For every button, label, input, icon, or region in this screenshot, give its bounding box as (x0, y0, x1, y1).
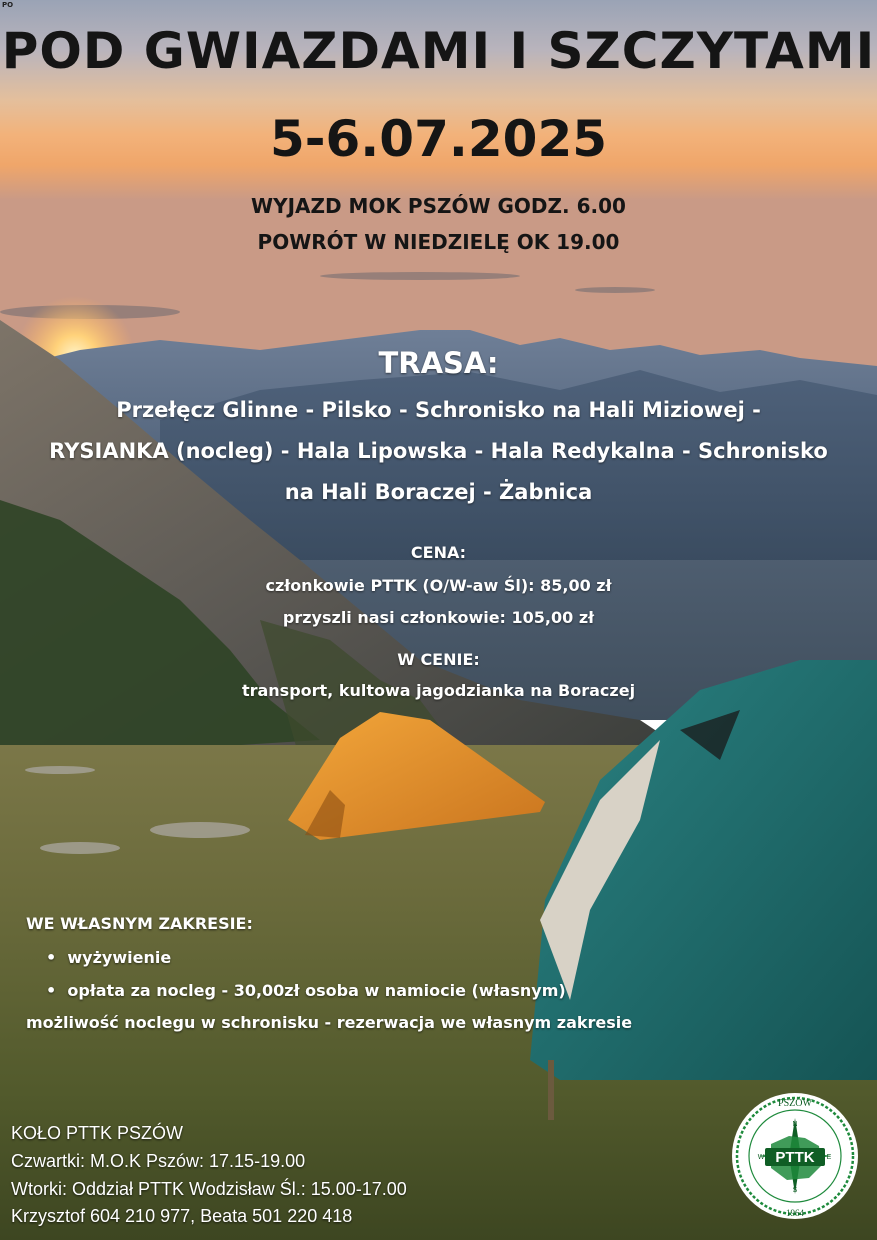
logo-name: PTTK (775, 1149, 815, 1166)
logo-top-text: PSZÓW (778, 1098, 812, 1109)
compass-label-east: E (826, 1154, 832, 1161)
route-line: RYSIANKA (nocleg) - Hala Lipowska - Hala Redykalna - Schronisko (49, 439, 828, 463)
own-expense-item (46, 981, 566, 1000)
own-expense-heading: WE WŁASNYM ZAKRESIE: (26, 914, 253, 933)
price-heading: CENA: (410, 543, 467, 562)
included-heading: W CENIE: (397, 650, 480, 669)
price-members: członkowie PTTK (O/W-aw Śl): 85,00 zł (265, 576, 612, 595)
compass-label-north: N (792, 1121, 798, 1128)
own-expense-note: możliwość noclegu w schronisku - rezerwacja we własnym zakresie (26, 1013, 633, 1032)
price-future-members: przyszli nasi członkowie: 105,00 zł (282, 608, 595, 627)
bullet-icon: • (46, 981, 68, 1000)
bullet-icon: • (46, 948, 68, 967)
footer-tuesdays: Wtorki: Oddział PTTK Wodzisław Śl.: 15.00-17.00 (11, 1179, 407, 1199)
own-expense-item-text: wyżywienie (67, 948, 172, 967)
corner-tag: PO (2, 1, 14, 9)
compass-label-west: W (757, 1154, 765, 1161)
route-line: Przełęcz Glinne - Pilsko - Schronisko na Hali Miziowej - (116, 398, 761, 422)
pttk-logo (731, 1092, 859, 1220)
compass-label-south: S (792, 1187, 798, 1194)
logo-year: 1964 (786, 1208, 804, 1218)
footer-org: KOŁO PTTK PSZÓW (11, 1123, 184, 1143)
footer-thursdays: Czwartki: M.O.K Pszów: 17.15-19.00 (11, 1151, 306, 1171)
event-date: 5-6.07.2025 (269, 110, 608, 168)
return-info: POWRÓT W NIEDZIELĘ OK 19.00 (257, 230, 620, 254)
own-expense-item-text: opłata za nocleg - 30,00zł osoba w namiocie (własnym) (67, 981, 566, 1000)
route-line: na Hali Boraczej - Żabnica (284, 480, 593, 504)
footer-contacts: Krzysztof 604 210 977, Beata 501 220 418 (11, 1206, 353, 1226)
included-text: transport, kultowa jagodzianka na Boraczej (241, 681, 636, 700)
route-heading: TRASA: (378, 346, 499, 380)
own-expense-item (46, 948, 171, 967)
poster-title: POD GWIAZDAMI I SZCZYTAMI (1, 22, 876, 80)
departure-info: WYJAZD MOK PSZÓW GODZ. 6.00 (251, 194, 626, 218)
